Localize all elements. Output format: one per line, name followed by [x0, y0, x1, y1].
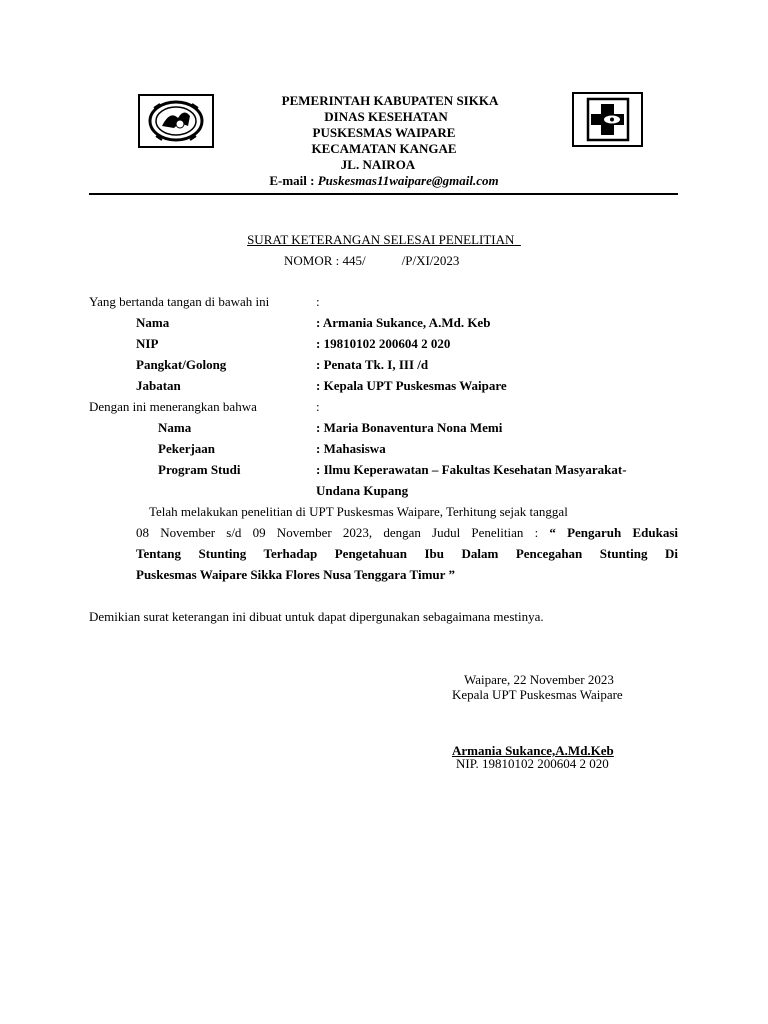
closing-statement: Demikian surat keterangan ini dibuat untuk dapat dipergunakan sebagaimana mestinya.	[89, 609, 544, 624]
subject-label-occupation: Pekerjaan	[158, 441, 216, 456]
body-line-3: Tentang Stunting Terhadap Pengetahuan Ibu Dalam Pencegahan Stunting Di	[136, 546, 678, 561]
signer-intro-colon: :	[316, 294, 320, 309]
signature-name: Armania Sukance,A.Md.Keb	[452, 743, 614, 758]
subject-label-name: Nama	[158, 420, 192, 435]
signer-value-nip: : 19810102 200604 2 020	[316, 336, 451, 351]
body-line-1: Telah melakukan penelitian di UPT Puskesmas Waipare, Terhitung sejak tanggal	[149, 504, 568, 519]
letterhead-government: PEMERINTAH KABUPATEN SIKKA	[281, 93, 499, 108]
subject-value-program: : Ilmu Keperawatan – Fakultas Kesehatan Masyarakat-	[316, 462, 627, 477]
signer-value-rank: : Penata Tk. I, III /d	[316, 357, 429, 372]
letterhead-email-line	[0, 173, 768, 189]
email-address: Puskesmas11waipare@gmail.com	[317, 173, 499, 188]
document-title	[0, 232, 768, 248]
body-line-4: Puskesmas Waipare Sikka Flores Nusa Tenggara Timur ”	[136, 567, 455, 582]
signer-value-name: : Armania Sukance, A.Md. Keb	[316, 315, 491, 330]
body-line-2-bold: “ Pengaruh Edukasi	[549, 525, 678, 540]
signer-intro: Yang bertanda tangan di bawah ini	[89, 294, 270, 309]
subject-intro-colon: :	[316, 399, 320, 414]
document-number	[284, 253, 459, 269]
letterhead-address: JL. NAIROA	[340, 157, 416, 172]
signer-label-name: Nama	[136, 315, 170, 330]
subject-intro: Dengan ini menerangkan bahwa	[89, 399, 257, 414]
letterhead-district: KECAMATAN KANGAE	[311, 141, 457, 156]
signer-label-rank: Pangkat/Golong	[136, 357, 227, 372]
signature-nip: NIP. 19810102 200604 2 020	[456, 756, 609, 771]
body-line-2-plain: 08 November s/d 09 November 2023, dengan Judul Penelitian :	[136, 525, 550, 540]
letterhead-rule	[89, 193, 678, 195]
subject-value-occupation: : Mahasiswa	[316, 441, 386, 456]
letterhead-clinic: PUSKESMAS WAIPARE	[312, 125, 456, 140]
signer-label-position: Jabatan	[136, 378, 181, 393]
body-line-2	[136, 525, 678, 541]
letterhead-department: DINAS KESEHATAN	[324, 109, 448, 124]
subject-value-program-continuation: Undana Kupang	[316, 483, 409, 498]
number-suffix: /P/XI/2023	[401, 253, 460, 268]
title-heading: SURAT KETERANGAN SELESAI PENELITIAN	[247, 232, 515, 247]
signature-place-date: Waipare, 22 November 2023	[464, 672, 614, 687]
signature-position: Kepala UPT Puskesmas Waipare	[452, 687, 623, 702]
subject-value-name: : Maria Bonaventura Nona Memi	[316, 420, 503, 435]
signer-value-position: : Kepala UPT Puskesmas Waipare	[316, 378, 507, 393]
subject-label-program: Program Studi	[158, 462, 241, 477]
signer-label-nip: NIP	[136, 336, 159, 351]
email-label: E-mail :	[269, 173, 318, 188]
number-label: NOMOR : 445/	[284, 253, 366, 268]
